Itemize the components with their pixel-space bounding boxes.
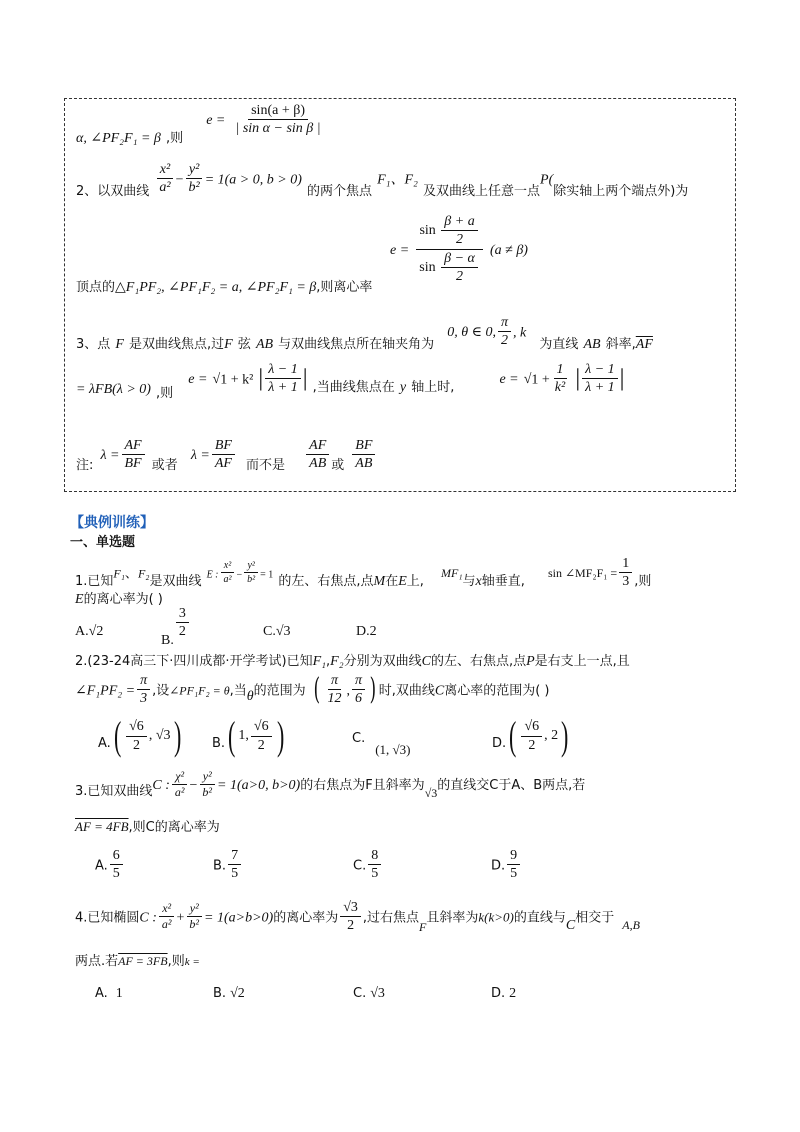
numerator: χ² [172,770,187,785]
text: ,当 [229,683,247,699]
option-label: C. [353,986,367,1001]
text: 轴垂直, [481,574,525,590]
numerator: π [352,673,365,690]
numerator: √6 [251,719,272,736]
text: ,则 [167,954,185,969]
text: 或者 [151,458,178,474]
text: 上, [406,574,424,590]
text: ,则 [165,131,184,147]
text: 两点.若 [75,954,119,969]
text: 或 [331,458,345,474]
denominator: 2 [132,737,140,753]
numerator: x² [221,560,234,573]
option-value: √3 [370,986,385,1001]
option-value: 2 [509,986,517,1001]
text: 与双曲线焦点所在轴夹角为 [278,337,435,353]
option-label: D. [492,736,507,752]
chord-ab: AB [255,337,274,353]
text: 时,双曲线 [378,683,435,699]
text: 而不是 [246,458,286,474]
text: 分别为双曲线 [343,654,422,669]
fraction [352,438,375,472]
text: 、 [124,566,138,582]
fraction [159,902,175,931]
denominator: b² [188,180,200,196]
hyperbola-e: E : [206,569,219,581]
text: 是双曲线焦点,过 [129,337,225,353]
fraction [232,103,323,137]
question-4-options [95,982,565,1004]
operator: − [175,172,184,188]
var-e: E [75,592,84,607]
eccentricity-label: e = [390,242,410,258]
sin: sin [419,259,436,275]
fraction [251,719,272,753]
text: 是右支上一点,且 [534,654,630,669]
operator: − [189,778,198,794]
eccentricity-label: e = [188,372,208,388]
eccentricity-label: e = [206,113,226,129]
numerator: sin(a + β) [248,103,308,120]
box-line-2 [76,162,689,200]
denominator: AB [309,456,327,472]
option-b[interactable] [213,848,243,882]
theta: θ [246,689,254,705]
numerator: √3 [340,900,361,917]
question-2-line-1 [75,650,630,670]
var-y: y [399,380,407,396]
mf1: MF₁ [441,566,463,581]
sqrt-expr: √ 1 + k² [213,372,254,387]
option-b[interactable] [213,982,245,1002]
fraction [221,560,235,585]
text: , [326,654,331,669]
option-label: A. [95,986,108,1001]
text: 的直线交C于A、B两点,若 [437,778,586,794]
operator: − [236,569,243,581]
denominator: k² [554,380,566,396]
foci: F₁、F₂ [377,172,418,188]
numerator: √6 [126,719,147,736]
numerator: 1 [619,556,632,573]
denominator: AB [355,456,373,472]
numerator: β + a [441,214,477,231]
question-4-line-1 [75,900,640,934]
fraction [212,438,235,472]
question-4-line-2 [75,950,200,969]
numerator: 6 [110,848,123,865]
denominator: λ + 1 [268,380,298,396]
fraction [582,362,618,396]
section-subtitle: 一、单选题 [70,535,136,550]
var-f: F [224,337,233,353]
denominator: 2 [528,737,536,753]
vector-eq: AF = 3FB [118,954,168,968]
fraction [507,848,520,882]
question-3-line-1 [75,770,585,799]
box-line-4 [76,315,653,353]
fraction [176,606,189,640]
option-value: (1, √3) [375,742,411,757]
point-p: P( [540,172,554,188]
box-line-6 [76,438,377,472]
lambda: λ = [100,448,120,464]
sin: sin [419,223,436,239]
numerator: 9 [507,848,520,865]
option-head: 1, [238,728,249,744]
denominator: 3 [622,574,630,590]
option-label: B. [213,986,227,1001]
var-k: k(k>0) [478,909,514,925]
angle: ∠F₁PF₂ = [75,683,136,699]
one-plus: 1 + [531,372,550,388]
eccentricity-label: e = [499,372,519,388]
denominator: b² [189,917,200,932]
numerator: λ − 1 [582,362,618,379]
option-label: B. [161,633,174,649]
text: 3、点 [76,337,111,353]
angle-def: α, ∠PF₂F₁ = β [76,131,161,147]
fraction [137,673,150,707]
var-m: M [373,574,386,590]
var-c: C : [139,910,157,926]
var-k: k = [184,956,200,968]
lambda: λ = [190,448,210,464]
f1: F₁ [312,654,327,669]
question-2-options [98,713,718,762]
note-label: 注: [76,458,94,474]
fraction [186,902,202,931]
option-value: √2 [230,986,245,1001]
numerator: β − α [441,251,478,268]
equals: = 1 [260,569,274,581]
option-value: 1 [115,986,123,1001]
fraction [306,438,329,472]
numerator: 1 [554,362,567,379]
numerator: 8 [368,848,381,865]
option-a[interactable] [75,624,103,640]
text: 1.已知 [75,574,114,590]
condition: = 1(a>0, b>0) [217,778,301,794]
numerator: AF [122,438,145,455]
condition: = 1(a>b>0) [204,910,274,926]
option-label: B. [213,858,227,874]
text: 的范围为 [253,683,306,699]
fraction [340,900,361,934]
denominator: a² [159,180,171,196]
text: 且斜率为 [426,910,479,926]
denominator: a² [161,917,172,932]
angle-range: 0, θ ∈ 0, [447,325,496,341]
fraction [244,560,258,585]
option-label: D. [491,858,506,874]
denominator: | sin α − sin β | [235,121,321,137]
denominator: 12 [327,691,342,707]
denominator: 5 [112,866,120,882]
points-ab: A,B [622,918,640,933]
text: 的右焦点为F且斜率为 [300,778,425,794]
fraction [185,162,202,196]
text: 为直线 [539,337,579,353]
denominator: 2 [501,333,508,349]
numerator: π [498,315,511,332]
option-label: B. [212,736,226,752]
option-c[interactable] [352,730,411,757]
fraction [619,556,632,590]
text: 的左、右焦点,点 [278,574,374,590]
var-c: C [434,683,445,699]
option-label: C. [352,731,366,746]
text: 顶点的 [76,280,116,295]
numerator: λ − 1 [265,362,301,379]
denominator: 3 [140,691,148,707]
fraction [368,848,381,882]
f2: F₂ [330,654,344,669]
var-f: F [419,920,427,935]
numerator: BF [352,438,375,455]
option-c[interactable] [353,982,385,1002]
text: ,当曲线焦点在 [312,380,395,396]
numerator: y² [200,770,215,785]
option-label: C. [263,624,276,639]
box-eccentricity-formula [390,214,528,285]
var-x: x [475,574,482,590]
option-value: √ 2 [89,624,104,639]
option-d[interactable]: D.2 [356,624,377,639]
fraction [265,362,301,396]
numerator: π [137,673,150,690]
option-tail: , √3 [148,728,171,744]
fraction [156,162,173,196]
var-k: , k [513,325,527,341]
option-a[interactable]: A.( $\frac{√6}{2}$ , √3) [98,713,181,758]
denominator: 5 [231,866,239,882]
text: 除实轴上两个端点外)为 [553,184,689,200]
option-label: C. [353,858,367,874]
denominator: b² [202,785,213,800]
box-line-5: = λFB(λ > 0) $_{,则}$ e = √ 1 + k² | $\frac{\lambda - 1}{\lambda + 1}$ | $_{,当曲线焦点在}$ y $_{轴上时,}$ e = √ 1 + $\frac{1}{\text{k²}}$ | $\frac{\lambda - 1}{\lambda + 1}$ | [76,362,624,396]
option-label: D. [491,986,506,1001]
var-c: C [565,918,576,934]
option-d[interactable] [491,848,522,882]
text: 与 [462,574,476,590]
question-1-line-2 [75,588,163,608]
denominator: a² [174,785,185,800]
fraction [110,848,123,882]
fraction [352,673,365,707]
numerator: π [328,673,341,690]
text: ,则 [634,574,652,590]
box-line-1 [76,103,326,147]
numerator: 7 [228,848,241,865]
numerator: x² [157,162,173,179]
option-label: A. [98,736,111,752]
fraction [122,438,145,472]
option-label: A. [75,624,89,639]
text: 弦 [237,337,251,353]
var-c: C [421,654,431,669]
fraction [199,770,215,799]
numerator: y² [186,162,202,179]
text: 相交于 [575,910,615,926]
option-value: √ 3 [276,624,291,639]
numerator: √6 [521,719,542,736]
numerator: AF [306,438,329,455]
denominator: 5 [510,866,518,882]
denominator: 2 [347,918,355,934]
text: ,则离心率 [316,280,373,295]
sine: sin ∠MF₂F₁ = [547,566,618,581]
fraction [521,719,542,753]
text: 2.(23-24高三下·四川成都·开学考试)已知 [75,654,313,669]
text: 是双曲线 [149,574,202,590]
vector-af: $\overline{AF}$ [635,337,653,353]
section-title: 【典例训练】 [70,515,154,531]
option-a[interactable] [95,848,125,882]
numerator: y² [244,560,257,573]
question-3-options [95,848,565,888]
denominator: a² [223,574,232,586]
text: 的两个焦点 [306,184,372,200]
box-line-3 [76,276,372,296]
denominator: b² [247,574,256,586]
option-c[interactable] [263,624,291,640]
text: 的离心率为 [273,910,339,926]
option-label: A. [95,858,108,874]
option-a[interactable] [95,982,123,1002]
denominator: 2 [178,624,186,640]
slope: √3 [424,786,438,801]
var-c: C : [152,778,170,794]
condition: (a ≠ β) [489,242,528,258]
numerator: y² [187,902,202,917]
line-ab: AB [583,337,601,353]
text: 在 [385,574,399,590]
vector-eq: = λFB(λ > 0) [76,382,151,398]
f1: F₁ [113,566,125,581]
text: 4.已知椭圆 [75,910,140,926]
f2: F₂ [137,566,150,581]
fraction [552,362,568,396]
denominator: 6 [354,691,362,707]
var-p: P [526,654,535,669]
text: 轴上时, [411,380,455,396]
denominator: 2 [455,232,463,248]
denominator: 2 [456,269,463,285]
option-d[interactable]: D.( $\frac{√6}{2}$ , 2) [492,713,569,758]
text: 及双曲线上任意一点 [423,184,541,200]
fraction [228,848,241,882]
text: 斜率, [605,337,636,353]
option-b[interactable]: B.( 1, $\frac{√6}{2}$ ) [212,713,284,758]
var-f: F [115,337,124,353]
fraction [416,214,483,285]
denominator: λ + 1 [585,380,615,396]
denominator: 2 [257,737,265,753]
fraction [324,673,344,707]
option-tail: , 2 [544,728,559,744]
condition: = 1(a > 0, b > 0) [204,172,302,188]
vector-eq: AF = 4FB [75,819,129,834]
text: 的左、右焦点,点 [430,654,527,669]
text: ,则C的离心率为 [128,820,220,835]
denominator: AF [214,456,232,472]
fraction [172,770,188,799]
numerator: BF [212,438,235,455]
text: 2、以双曲线 [76,184,150,200]
text: 3.已知双曲线 [75,784,153,800]
text: ,设 [152,683,170,699]
text: 的离心率为( ) [83,592,163,607]
fraction [126,719,147,753]
text: 离心率的范围为( ) [444,683,550,699]
option-d[interactable] [491,982,516,1002]
text: ,过右焦点 [362,910,420,926]
question-3-line-2 [75,816,220,835]
operator: + [176,910,185,926]
angle-theta: ∠PF₁F₂ = θ [169,683,230,698]
numerator: 3 [176,606,189,623]
denominator: BF [124,456,142,472]
triangle-def: △F₁PF₂, ∠PF₁F₂ = a, ∠PF₂F₁ = β [115,280,317,295]
option-c[interactable] [353,848,383,882]
fraction [498,315,511,349]
denominator: 5 [371,866,379,882]
numerator: x² [159,902,174,917]
question-2-line-2: ∠F₁PF₂ = $\frac{\pi}{3}$ ,设∠PF₁F₂ = θ,当θ的范围为 ( $\frac{\pi}{12}$ , $\frac{\pi}{6}$ ) 时,双曲线C离心率的范围为( ) [75,671,550,707]
text: 的直线与 [513,910,566,926]
option-b[interactable] [161,606,191,649]
var-e: E [398,574,407,590]
question-1-line-1 [75,556,651,590]
text: ,则 [156,386,174,402]
